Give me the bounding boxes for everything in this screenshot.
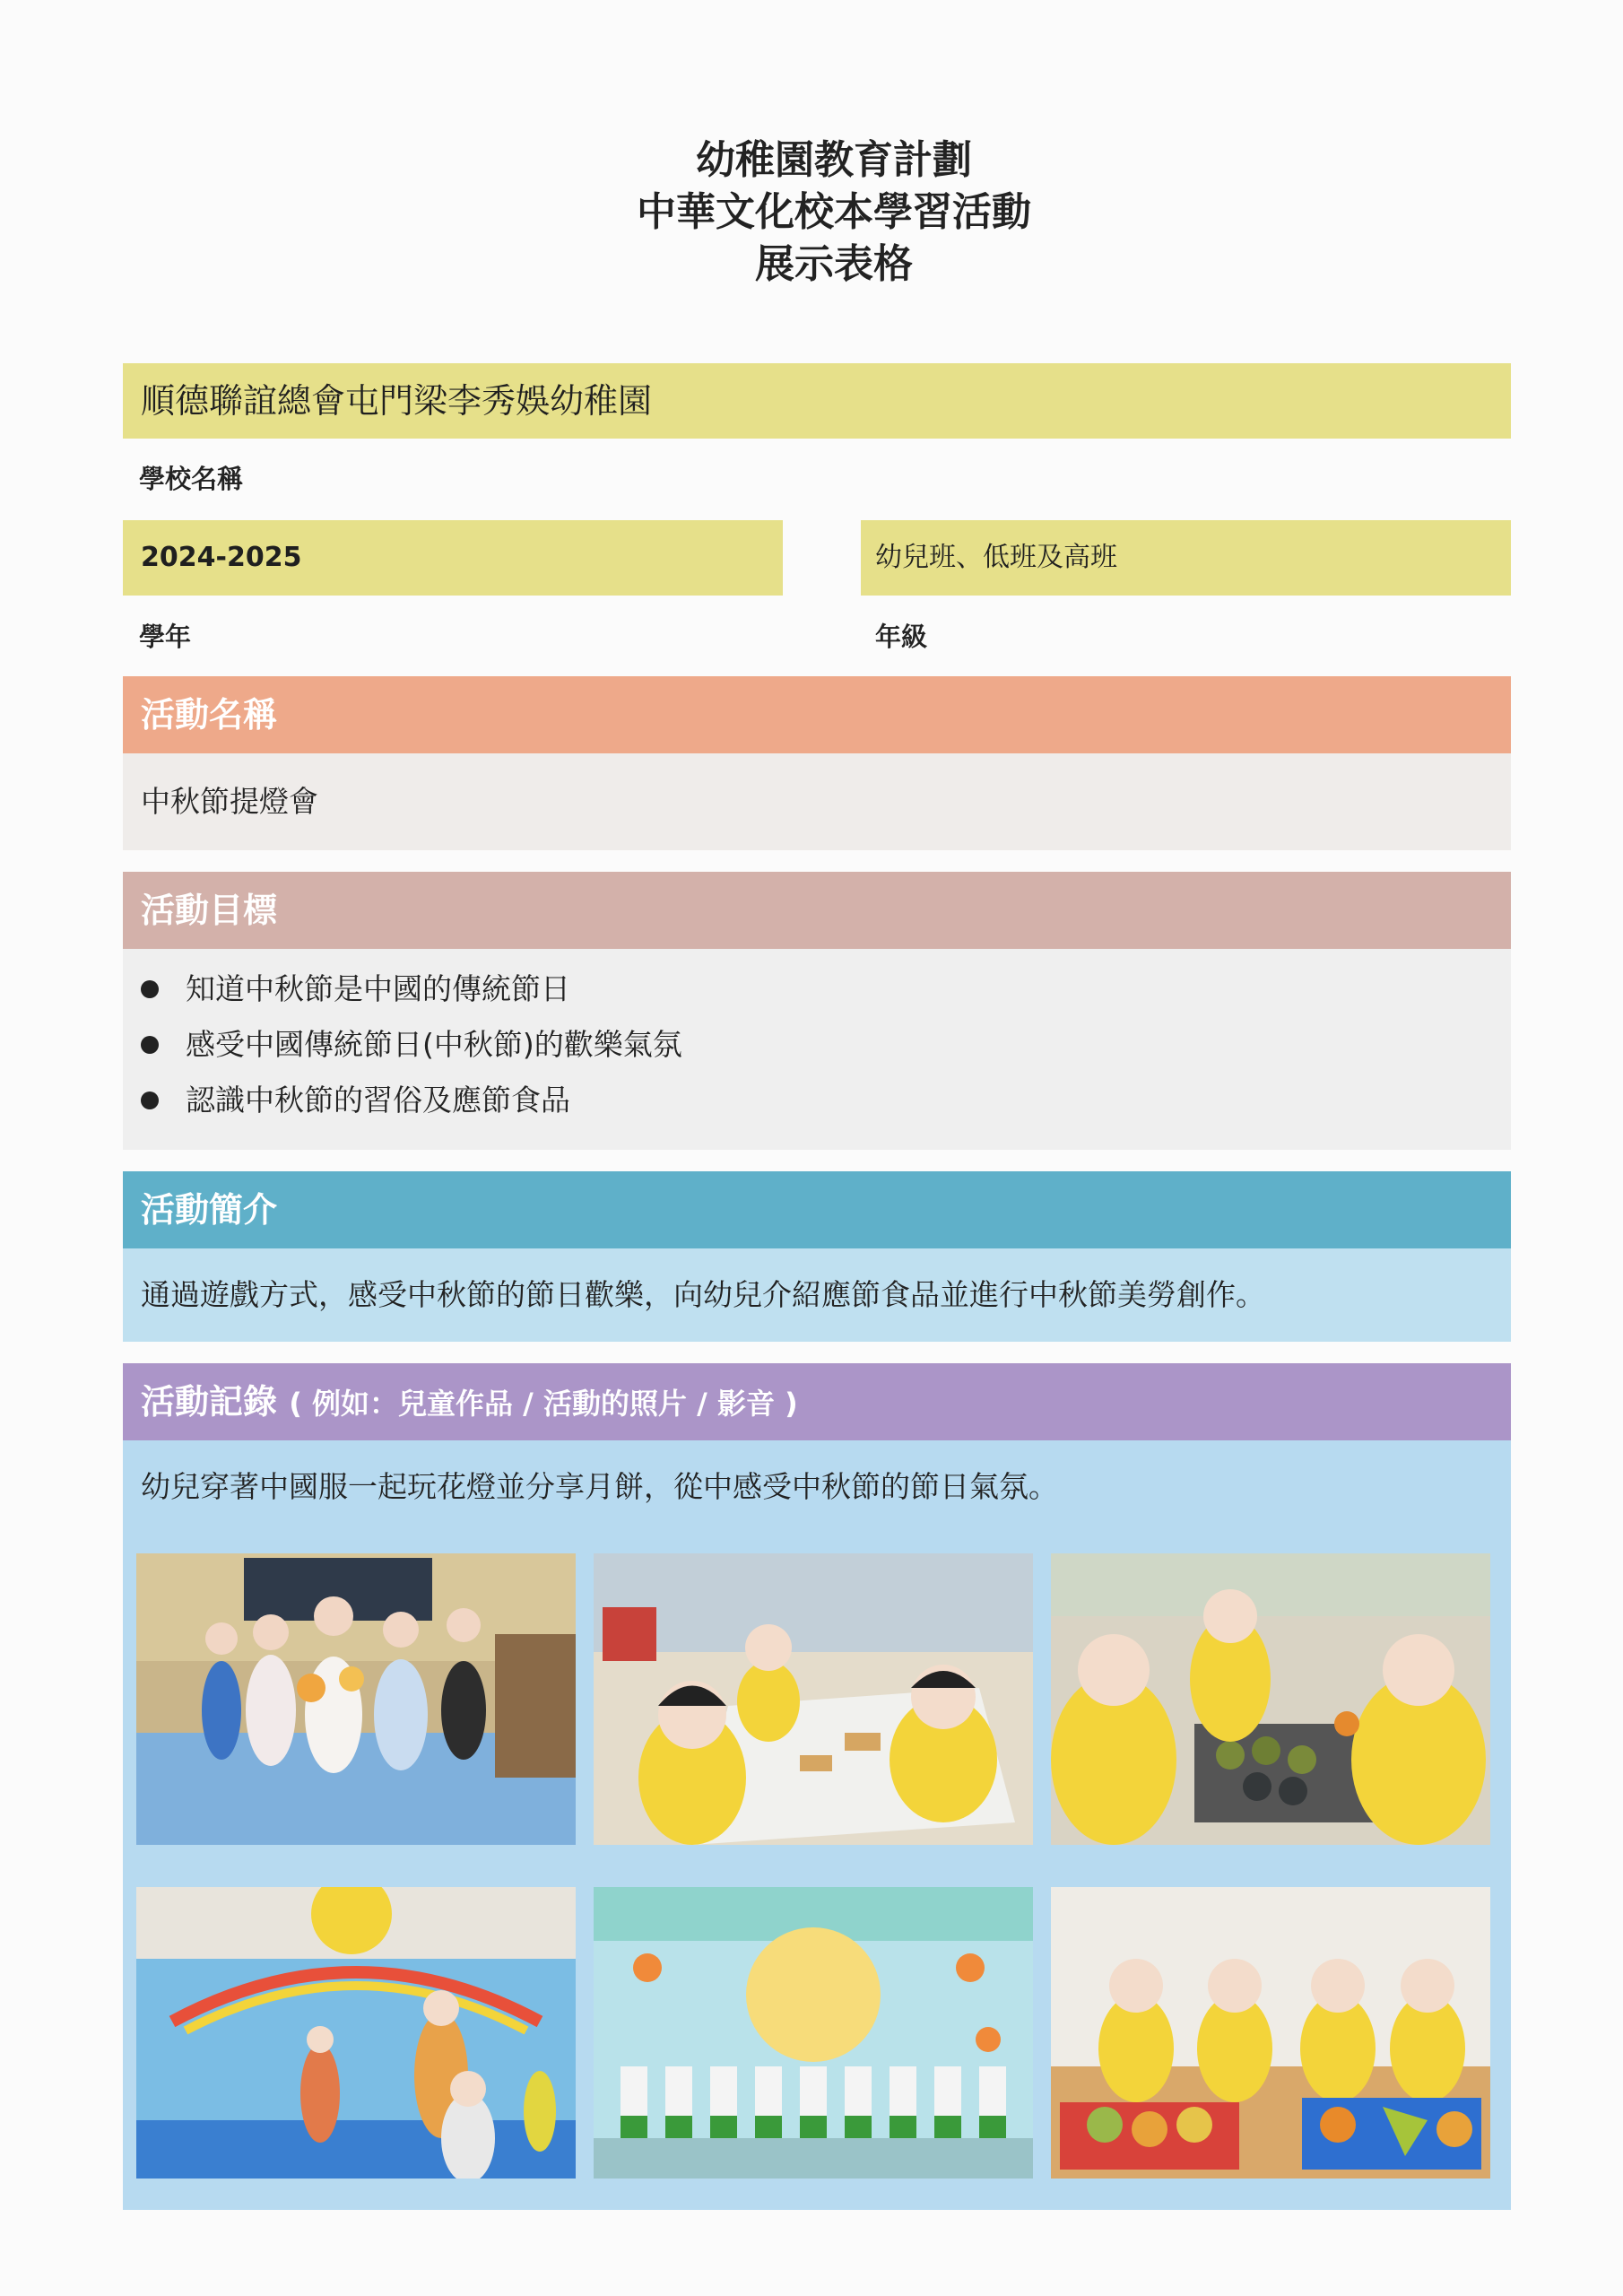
objective-text: 認識中秋節的習俗及應節食品 — [186, 1083, 570, 1118]
academic-year-field: 2024-2025 — [123, 520, 783, 596]
bullet-icon — [141, 980, 159, 998]
bullet-icon — [141, 1036, 159, 1054]
photo-group-moon-board — [594, 1887, 1033, 2179]
objective-item — [123, 961, 1511, 1017]
grade-label: 年級 — [875, 622, 928, 652]
photo-mooncake-tasting — [594, 1553, 1033, 1845]
objective-text: 知道中秋節是中國的傳統節日 — [186, 971, 570, 1006]
photo-children-with-fruits — [1051, 1887, 1490, 2179]
objectives-header: 活動目標 — [123, 872, 1511, 949]
title-line-3: 展示表格 — [755, 241, 913, 287]
activity-name-header: 活動名稱 — [123, 676, 1511, 753]
activity-name-value: 中秋節提燈會 — [123, 753, 1511, 850]
school-name-label: 學校名稱 — [139, 464, 244, 494]
record-text: 幼兒穿著中國服一起玩花燈並分享月餅，從中感受中秋節的節日氣氛。 — [141, 1469, 1058, 1504]
introduction-header: 活動簡介 — [123, 1171, 1511, 1248]
photo-children-in-costume — [136, 1553, 576, 1845]
record-header — [123, 1363, 1511, 1440]
title-block — [0, 135, 1623, 291]
school-name-field: 順德聯誼總會屯門梁李秀娛幼稚園 — [123, 363, 1511, 439]
title-line-2: 中華文化校本學習活動 — [637, 189, 1031, 235]
grade-field: 幼兒班、低班及高班 — [861, 520, 1511, 596]
academic-year-label: 學年 — [139, 622, 192, 652]
objective-item — [123, 1017, 1511, 1073]
photo-lantern-parade — [136, 1887, 576, 2179]
objective-item — [123, 1073, 1511, 1128]
objectives-list — [123, 949, 1511, 1150]
bullet-icon — [141, 1091, 159, 1109]
objective-text: 感受中國傳統節日(中秋節)的歡樂氣氛 — [186, 1027, 682, 1062]
record-header-note: ( 例如：兒童作品 / 活動的照片 / 影音 ) — [289, 1387, 798, 1421]
photo-fruit-sorting — [1051, 1553, 1490, 1845]
title-line-1: 幼稚園教育計劃 — [696, 137, 972, 183]
record-header-title: 活動記錄 — [141, 1382, 278, 1422]
introduction-text: 通過遊戲方式，感受中秋節的節日歡樂，向幼兒介紹應節食品並進行中秋節美勞創作。 — [123, 1248, 1511, 1342]
